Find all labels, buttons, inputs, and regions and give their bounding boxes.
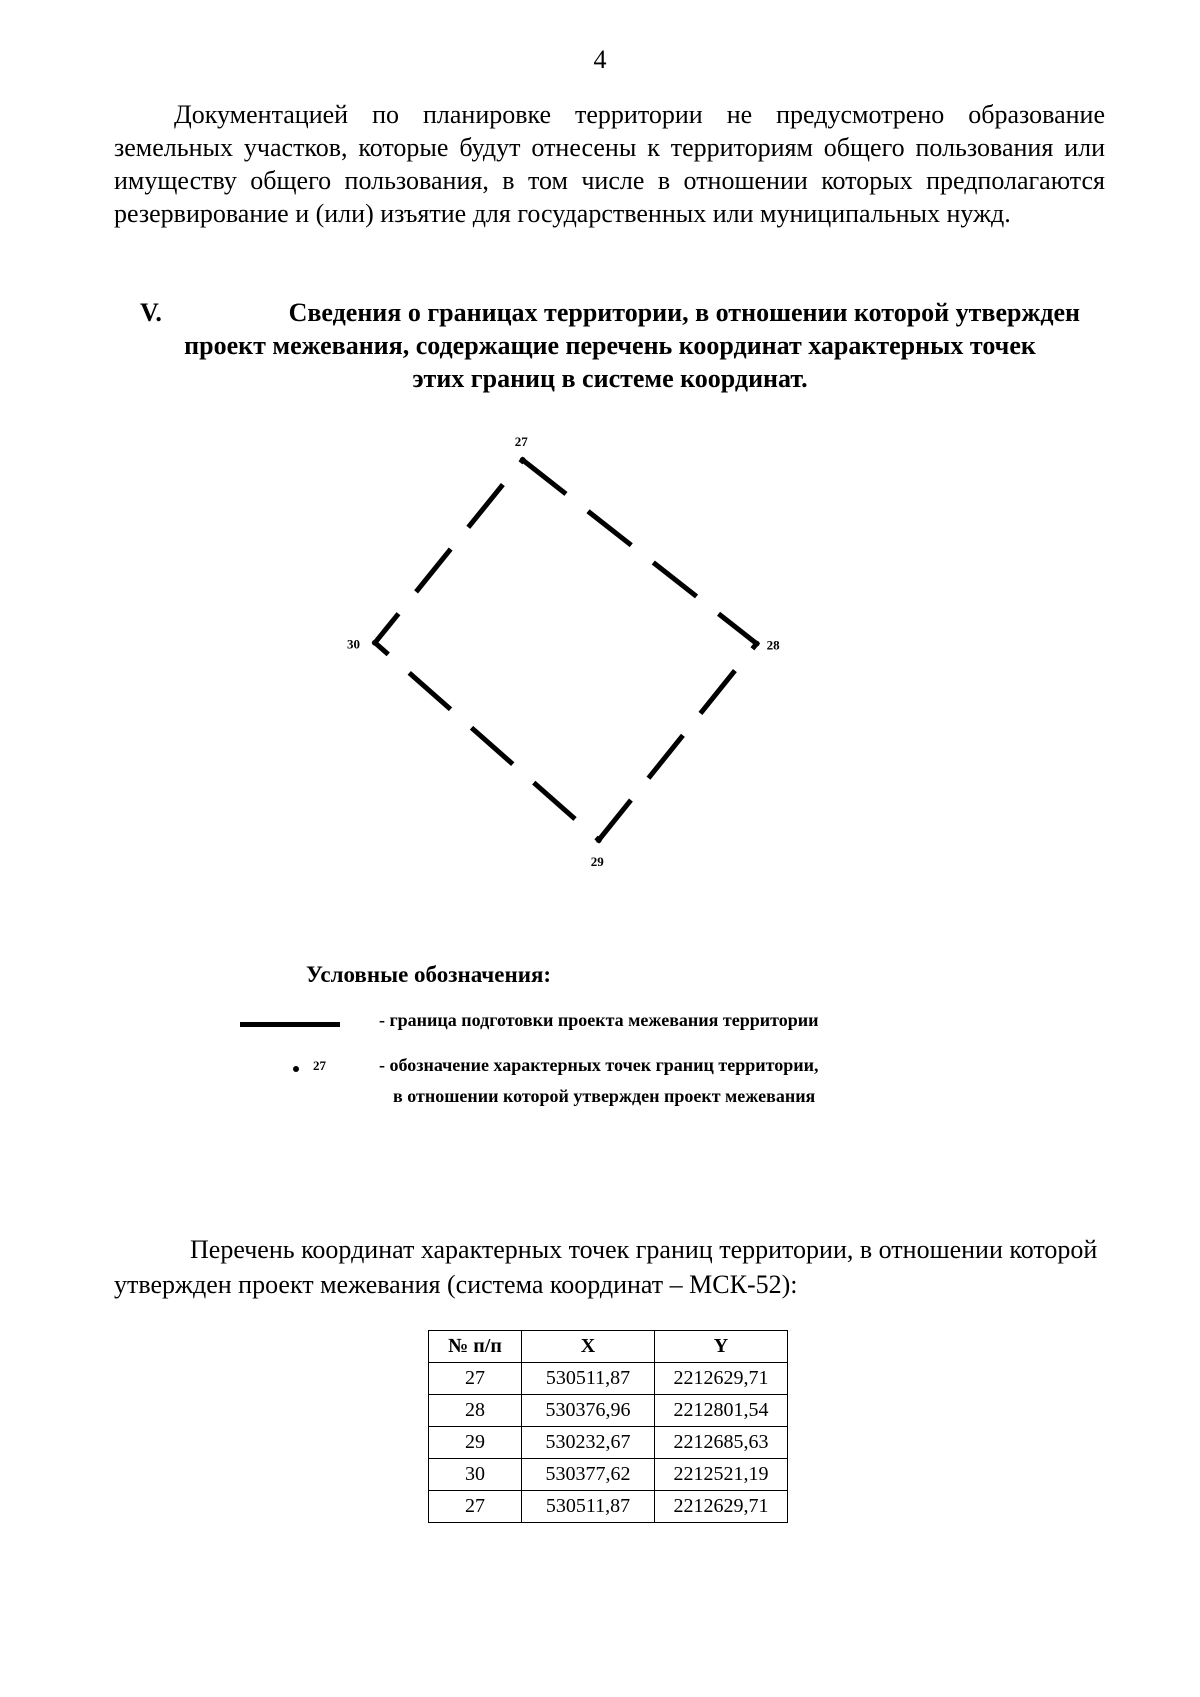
boundary-diagram — [340, 405, 860, 925]
cell-y: 2212801,54 — [655, 1395, 788, 1427]
intro-paragraph: Документацией по планировке территории не предусмотрено образование земельных участков, которые будут отнесены к территориям общего пользования или имуществу общего пользования, в том числе в отношении которых предполагаются резервирование и (или) изъятие для государственных или муниципальных нужд. — [114, 100, 1105, 228]
coordinates-list-intro: Перечень координат характерных точек границ территории, в отношении которой утвержден проект межевания (система координат – МСК-52): — [114, 1235, 1098, 1299]
cell-x: 530511,87 — [522, 1363, 655, 1395]
boundary-point-label: 27 — [514, 434, 528, 449]
table-header-row — [429, 1331, 788, 1363]
legend-point-number: 27 — [313, 1058, 326, 1073]
cell-x: 530377,62 — [522, 1459, 655, 1491]
header-number: № п/п — [429, 1331, 522, 1363]
boundary-point-label: 29 — [590, 854, 604, 869]
boundary-point-marker — [596, 837, 602, 843]
section-title-line2: проект межевания, содержащие перечень координат характерных точек — [184, 331, 1036, 360]
section-number: V. — [140, 298, 162, 327]
section-title-line3: этих границ в системе координат. — [412, 364, 808, 393]
table-row — [429, 1459, 788, 1491]
cell-x: 530376,96 — [522, 1395, 655, 1427]
header-x: X — [522, 1331, 655, 1363]
cell-number: 28 — [429, 1395, 522, 1427]
cell-y: 2212521,19 — [655, 1459, 788, 1491]
cell-y: 2212629,71 — [655, 1363, 788, 1395]
legend-boundary-text: - граница подготовки проекта межевания территории — [379, 1010, 819, 1030]
cell-number: 29 — [429, 1427, 522, 1459]
boundary-point-label: 30 — [347, 636, 360, 652]
page-number: 4 — [593, 45, 607, 74]
boundary-point-marker — [520, 457, 526, 463]
section-title-line1: Сведения о границах территории, в отношении которой утвержден — [288, 298, 1080, 327]
legend-point-symbol — [293, 1066, 299, 1072]
cell-x: 530232,67 — [522, 1427, 655, 1459]
cell-y: 2212685,63 — [655, 1427, 788, 1459]
cell-number: 30 — [429, 1459, 522, 1491]
table-row — [429, 1395, 788, 1427]
cell-y: 2212629,71 — [655, 1491, 788, 1523]
table-row — [429, 1427, 788, 1459]
table-row — [429, 1363, 788, 1395]
coordinates-table — [428, 1330, 788, 1523]
boundary-point-label: 28 — [766, 637, 780, 653]
legend-title: Условные обозначения: — [306, 962, 552, 987]
boundary-line — [375, 460, 757, 840]
cell-x: 530511,87 — [522, 1491, 655, 1523]
legend-point-text-line1: - обозначение характерных точек границ территории, — [379, 1055, 819, 1075]
cell-number: 27 — [429, 1363, 522, 1395]
header-y: Y — [655, 1331, 788, 1363]
section-heading — [140, 296, 1080, 395]
legend-point-text-line2: в отношении которой утвержден проект межевания — [393, 1086, 816, 1106]
boundary-point-marker — [754, 641, 760, 647]
boundary-point-marker — [372, 640, 378, 646]
legend-boundary-symbol — [240, 1022, 340, 1027]
cell-number: 27 — [429, 1491, 522, 1523]
table-row — [429, 1491, 788, 1523]
